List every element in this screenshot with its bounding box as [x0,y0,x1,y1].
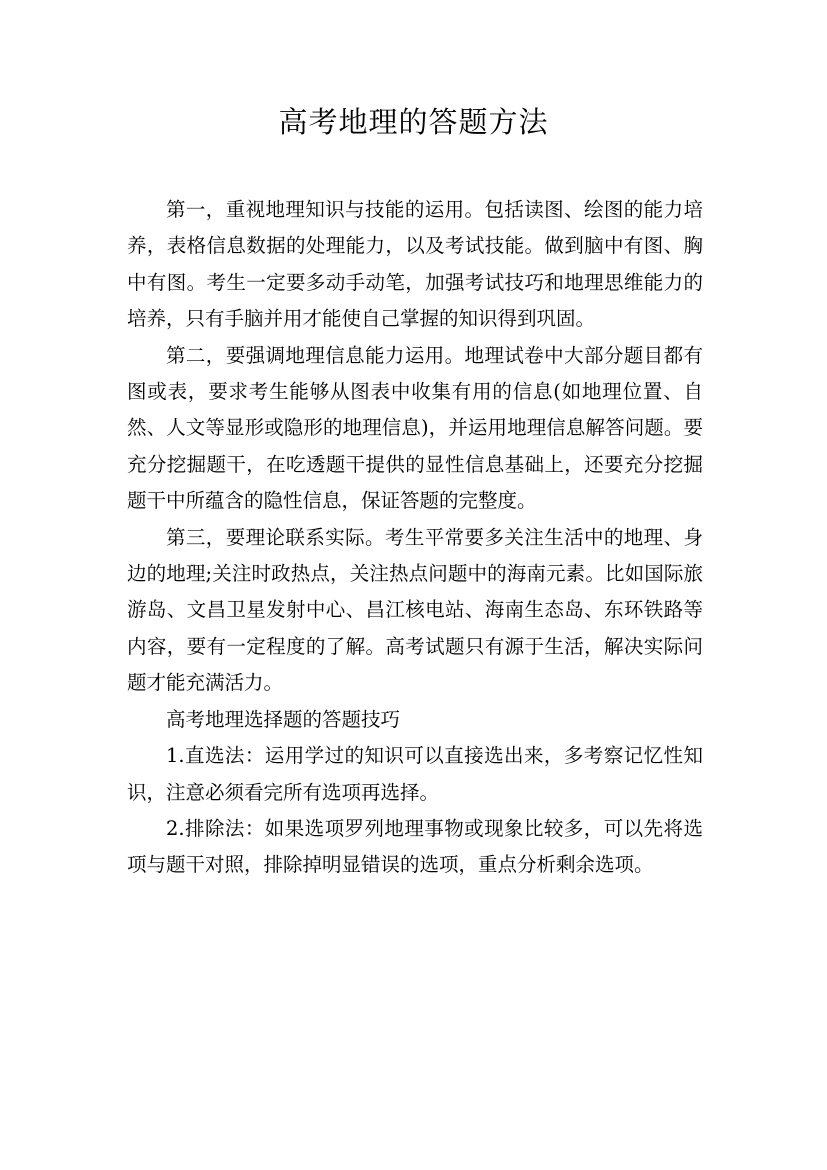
document-body [127,192,703,884]
paragraph-third-point: 第三，要理论联系实际。考生平常要多关注生活中的地理、身边的地理;关注时政热点，关注热点问题中的海南元素。比如国际旅游岛、文昌卫星发射中心、昌江核电站、海南生态岛、东环铁路等内容，要有一定程度的了解。高考试题只有源于生活，解决实际问题才能充满活力。 [127,525,703,695]
paragraph-elimination: 2.排除法：如果选项罗列地理事物或现象比较多，可以先将选项与题干对照，排除掉明显错误的选项，重点分析剩余选项。 [127,816,703,877]
document-title: 高考地理的答题方法 [278,105,549,139]
paragraph-first-point: 第一，重视地理知识与技能的运用。包括读图、绘图的能力培养，表格信息数据的处理能力，以及考试技能。做到脑中有图、胸中有图。考生一定要多动手动笔，加强考试技巧和地理思维能力的培养，只有手脑并用才能使自己掌握的知识得到巩固。 [127,198,703,331]
paragraph-second-point: 第二，要强调地理信息能力运用。地理试卷中大部分题目都有图或表，要求考生能够从图表中收集有用的信息(如地理位置、自然、人文等显形或隐形的地理信息)，并运用地理信息解答问题。要充分挖掘题干，在吃透题干提供的显性信息基础上，还要充分挖掘题干中所蕴含的隐性信息，保证答题的完整度。 [127,343,703,513]
section-heading-choice-tips: 高考地理选择题的答题技巧 [166,707,401,731]
paragraph-direct-selection: 1.直选法：运用学过的知识可以直接选出来，多考察记忆性知识，注意必须看完所有选项再选择。 [127,744,703,804]
